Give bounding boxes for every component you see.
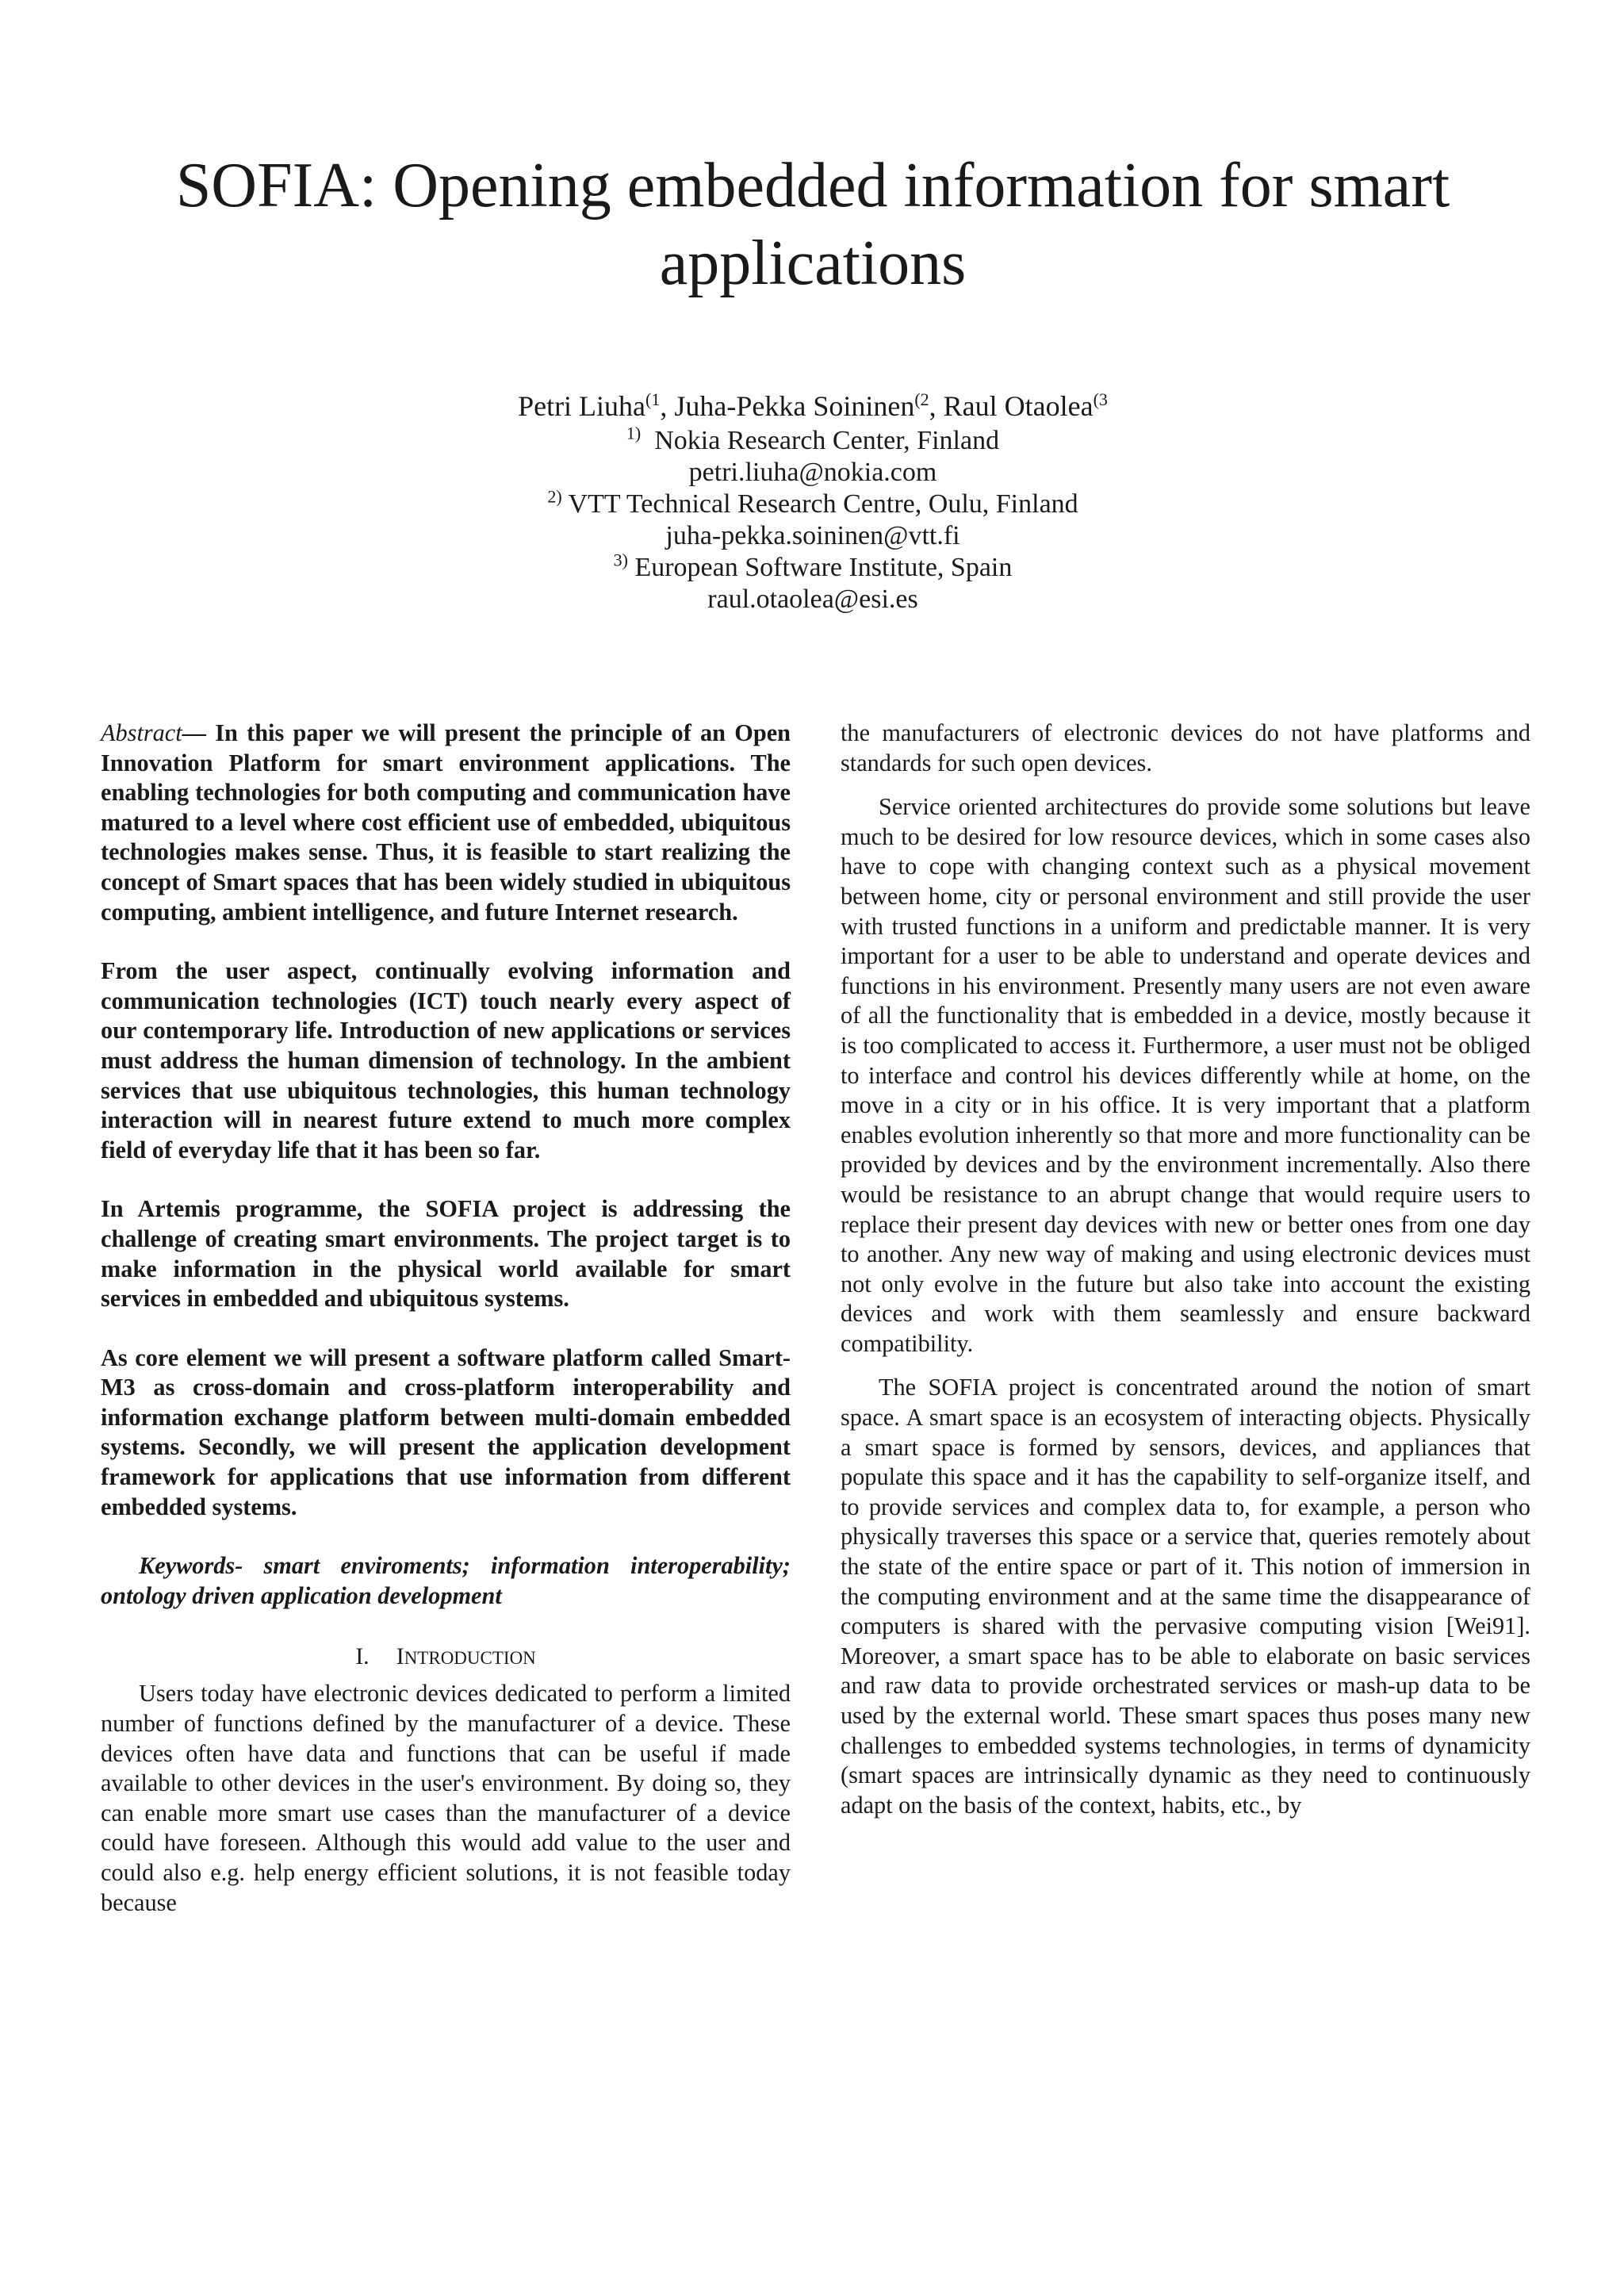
affiliation-line [238,425,1388,457]
abstract-paragraph [101,719,791,927]
body-paragraph: The SOFIA project is concentrated around the notion of smart space. A smart space is an ecosystem of interacting objects. Physically a smart space is formed by sensors, devices, and appliances that populate this space and it has the capability to self-organize itself, and to provide services and complex data to, for example, a person who physically traverses this space or a service that, queries remotely about the state of the entire space or part of it. This notion of immersion in the computing environment and at the same time the disappearance of computers is shared with the pervasive computing vision [Wei91]. Moreover, a smart space has to be able to elaborate on basic services and raw data to provide orchestrated services or mash-up data to be used by the external world. These smart spaces thus poses many new challenges to embedded systems technologies, in terms of dynamicity (smart spaces are intrinsically dynamic as they need to continuously adapt on the basis of the context, habits, etc., by [841,1374,1530,1819]
abstract-paragraph: From the user aspect, continually evolving information and communication technologies (ICT) touch nearly every aspect of our contemporary life. Introduction of new applications or services must address the human dimension of technology. In the ambient services that use ubiquitous technologies, this human technology interaction will in nearest future extend to much more complex field of everyday life that it has been so far. [101,957,791,1163]
right-column [841,719,1530,1834]
affiliation-name: VTT Technical Research Centre, Oulu, Finland [568,489,1078,519]
abstract-paragraph: In Artemis programme, the SOFIA project is addressing the challenge of creating smart environments. The project target is to make information in the physical world available for smart services in embedded and ubiquitous systems. [101,1195,791,1313]
affiliation-email: raul.otaolea@esi.es [707,585,918,614]
affiliation-marker: 1) [626,423,642,443]
keywords: Keywords- smart enviroments; information interoperability; ontology driven application development [101,1552,791,1609]
abstract-text: In this paper we will present the principle of an Open Innovation Platform for smart environment applications. The enabling technologies for both computing and communication have matured to a level where cost efficient use of embedded, ubiquitous technologies makes sense. Thus, it is feasible to start realizing the concept of Smart spaces that has been widely studied in ubiquitous computing, ambient intelligence, and future Internet research. [101,719,791,926]
author-names: Petri Liuha$^{(1}$, Juha-Pekka Soininen$^{(2}$, Raul Otaolea$^{(3}$ [518,389,1108,422]
section-title-rest: NTRODUCTION [404,1648,536,1669]
section-heading-introduction [101,1641,791,1674]
section-number: I. [355,1643,370,1670]
section-title-initial: I [396,1643,404,1670]
affiliation-marker: 2) [547,486,562,507]
affiliation-marker: 3) [613,550,628,570]
paper-title: SOFIA: Opening embedded information for smart applications [175,151,1450,298]
affiliation-name: European Software Institute, Spain [634,553,1013,582]
body-paragraph: Service oriented architectures do provide some solutions but leave much to be desired for low resource devices, which in some cases also have to cope with changing context such as a physical movement between home, city or personal environment and still provide the user with trusted functions in a uniform and predictable manner. It is very important for a user to be able to understand and operate devices and functions in his environment. Presently many users are not even aware of all the functionality that is embedded in a device, mostly because it is too complicated to access it. Furthermore, a user must not be obliged to interface and control his devices differently while at home, on the move in a city or in his office. It is very important that a platform enables evolution inherently so that more and more functionality can be provided by devices and by the environment incrementally. Also there would be resistance to an abrupt change that would require users to replace their present day devices with new or better ones from one day to another. Any new way of making and using electronic devices must not only evolve in the future but also take into account the existing devices and work with them seamlessly and ensure backward compatibility. [841,793,1530,1357]
left-column [101,719,791,1918]
author-affiliation-marker: (3 [1093,389,1108,409]
author-name: Raul Otaolea [943,390,1094,422]
author-name: Petri Liuha [518,390,646,422]
author-name: Juha-Pekka Soininen [674,390,915,422]
author-affiliation-marker: (2 [914,389,929,409]
affiliation-line [238,552,1388,584]
affiliation-line [238,486,1388,520]
author-affiliation-marker: (1 [645,389,661,409]
abstract-paragraph: As core element we will present a software platform called Smart-M3 as cross-domain and cross-platform interoperability and information exchange platform between multi-domain embedded systems. Secondly, we will present the application development framework for applications that use information from different embedded systems. [101,1343,791,1520]
affiliation-email: petri.liuha@nokia.com [688,458,937,487]
author-block [238,389,1388,615]
abstract-label: Abstract [101,719,182,746]
body-paragraph: Users today have electronic devices dedicated to perform a limited number of functions defined by the manufacturer of a device. These devices often have data and functions that can be useful if made available to other devices in the user's environment. By doing so, they can enable more smart use cases than the manufacturer of a device could have foreseen. Although this would add value to the user and could also e.g. help energy efficient solutions, it is not feasible today because [101,1680,791,1916]
abstract-dash: — [182,719,206,746]
abstract [101,719,791,1522]
affiliation-email: juha-pekka.soininen@vtt.fi [665,521,960,550]
body-paragraph: the manufacturers of electronic devices do not have platforms and standards for such open devices. [841,719,1530,776]
affiliation-name: Nokia Research Center, Finland [654,426,1000,455]
